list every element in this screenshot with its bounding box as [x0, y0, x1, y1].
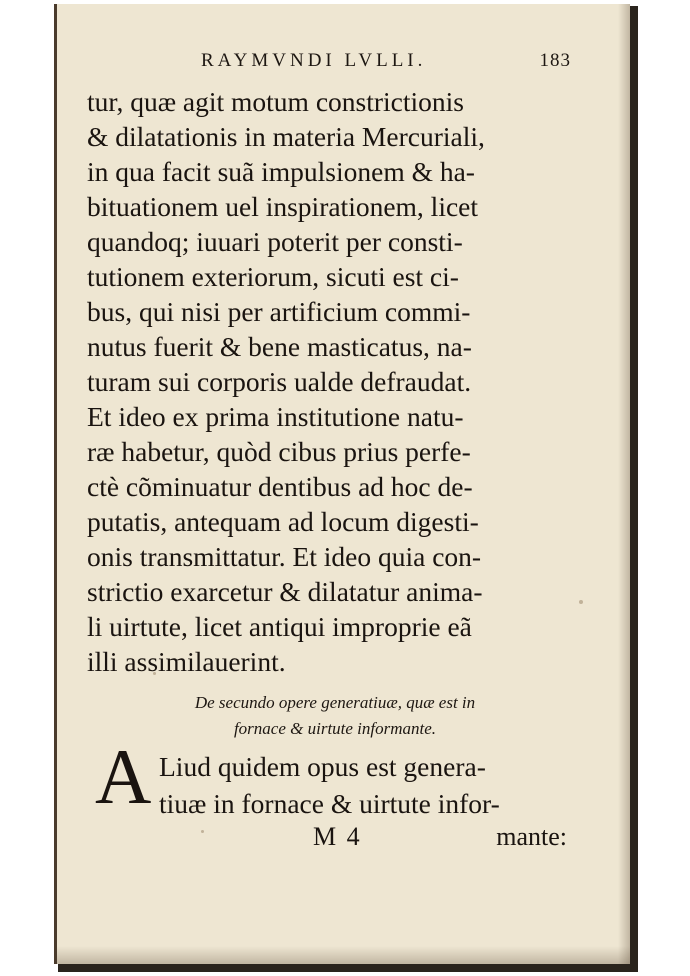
text-line: bituationem uel inspirationem, licet: [87, 191, 479, 222]
text-line: ræ habetur, quòd cibus prius perfe-: [87, 436, 471, 467]
chapter-text: [159, 748, 539, 822]
text-line: putatis, antequam ad locum digesti-: [87, 506, 479, 537]
text-line: tur, quæ agit motum constrictionis: [87, 86, 464, 117]
page-footer: [307, 822, 567, 856]
running-head: [153, 50, 573, 76]
text-line: tiuæ in fornace & uirtute infor-: [159, 788, 500, 819]
paper-speck: [579, 600, 583, 604]
text-line: tutionem exteriorum, sicuti est ci-: [87, 261, 459, 292]
page-bottom-shading: [57, 946, 630, 964]
text-line: nutus fuerit & bene masticatus, na-: [87, 331, 472, 362]
text-line: strictio exarcetur & dilatatur anima-: [87, 576, 483, 607]
text-line: Et ideo ex prima institutione natu-: [87, 401, 464, 432]
drop-cap-initial: A: [95, 733, 152, 820]
text-line: & dilatationis in materia Mercuriali,: [87, 121, 485, 152]
page-number: 183: [539, 50, 571, 71]
body-text: [87, 84, 539, 679]
text-line: turam sui corporis ualde defraudat.: [87, 366, 472, 397]
text-line: Liud quidem opus est genera-: [159, 751, 486, 782]
section-heading: [135, 690, 535, 742]
paper-speck: [153, 672, 156, 675]
catchword: mante:: [496, 822, 567, 851]
text-line: onis transmittatur. Et ideo quia con-: [87, 541, 482, 572]
text-line: bus, qui nisi per artificium commi-: [87, 296, 471, 327]
heading-line: fornace & uirtute informante.: [233, 719, 437, 738]
text-line: illi assimilauerint.: [87, 646, 286, 677]
signature-mark: M 4: [313, 822, 362, 851]
text-line: in qua facit suã impulsionem & ha-: [87, 156, 475, 187]
paper-speck: [201, 830, 204, 833]
text-line: ctè cõminuatur dentibus ad hoc de-: [87, 471, 473, 502]
book-page: [54, 4, 630, 964]
text-line: quandoq; iuuari poterit per consti-: [87, 226, 463, 257]
page-edge-shading: [618, 4, 630, 964]
running-title: RAYMVNDI LVLLI.: [201, 50, 427, 71]
heading-line: De secundo opere generatiuæ, quæ est in: [194, 693, 476, 712]
text-line: li uirtute, licet antiqui improprie eã: [87, 611, 472, 642]
